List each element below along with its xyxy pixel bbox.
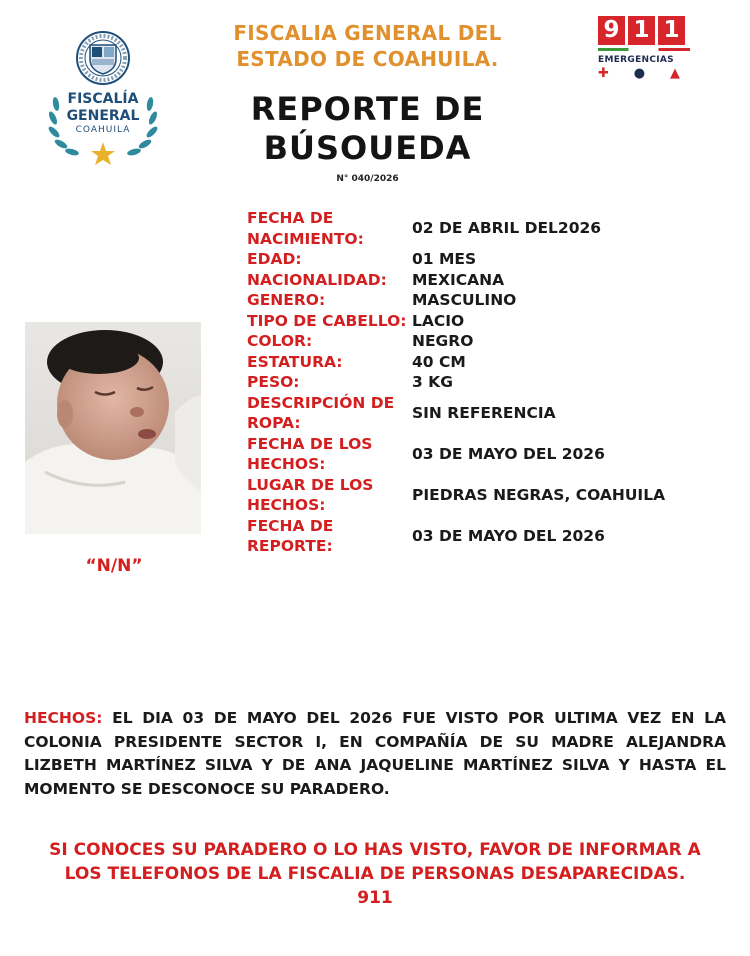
field-row bbox=[247, 311, 717, 332]
facts-label: HECHOS: bbox=[24, 709, 103, 727]
field-value: 02 DE ABRIL DEL2026 bbox=[412, 219, 602, 238]
field-value: 40 CM bbox=[412, 352, 466, 371]
page-title bbox=[200, 90, 535, 168]
agency-line-2: ESTADO DE COAHUILA. bbox=[236, 47, 499, 71]
field-row bbox=[247, 270, 717, 291]
field-label: LUGAR DE LOS HECHOS: bbox=[247, 475, 374, 514]
field-label: TIPO DE CABELLO: bbox=[247, 311, 407, 330]
field-value: MASCULINO bbox=[412, 291, 517, 309]
appeal-line-2: LOS TELEFONOS DE LA FISCALIA DE PERSONAS DESAPARECIDAS. bbox=[64, 864, 686, 884]
digit-1b: 1 bbox=[658, 16, 685, 45]
logo-line-3: COAHUILA bbox=[75, 125, 131, 135]
digit-9: 9 bbox=[598, 16, 625, 45]
emergency-label: EMERGENCIAS bbox=[598, 55, 674, 65]
field-label: FECHA DE NACIMIENTO: bbox=[247, 209, 364, 248]
field-value: SIN REFERENCIA bbox=[412, 403, 556, 422]
facts-paragraph bbox=[24, 707, 726, 801]
person-alias: “N/N” bbox=[85, 556, 143, 576]
title-line-1: REPORTE DE bbox=[250, 90, 485, 128]
agency-name bbox=[200, 20, 535, 72]
appeal-line-1: SI CONOCES SU PARADERO O LO HAS VISTO, FAVOR DE INFORMAR A bbox=[49, 840, 701, 860]
title-line-2: BÚSOUEDA bbox=[263, 129, 472, 167]
person-details bbox=[247, 208, 717, 557]
field-value: LACIO bbox=[412, 311, 465, 330]
field-row bbox=[247, 290, 717, 311]
field-row bbox=[247, 516, 717, 557]
flag-stripe bbox=[598, 48, 690, 51]
field-row bbox=[247, 393, 717, 434]
field-label: DESCRIPCIÓN DE ROPA: bbox=[247, 393, 395, 432]
field-label: EDAD: bbox=[247, 250, 302, 268]
logo-line-1: FISCALÍA bbox=[67, 91, 139, 107]
field-value: 03 DE MAYO DEL 2026 bbox=[412, 526, 605, 545]
field-row bbox=[247, 249, 717, 270]
field-row bbox=[247, 352, 717, 373]
field-value: NEGRO bbox=[412, 332, 474, 350]
logo-line-2: GENERAL bbox=[66, 108, 140, 124]
field-label: NACIONALIDAD: bbox=[247, 270, 387, 289]
field-row bbox=[247, 372, 717, 393]
baby-photo bbox=[25, 322, 201, 534]
field-row bbox=[247, 475, 717, 516]
public-appeal bbox=[20, 838, 730, 910]
medical-cross-icon: ✚ bbox=[598, 66, 609, 81]
field-value: MEXICANA bbox=[412, 270, 505, 289]
field-value: 3 KG bbox=[412, 373, 453, 391]
facts-text: EL DIA 03 DE MAYO DEL 2026 FUE VISTO POR ULTIMA VEZ EN LA COLONIA PRESIDENTE SECTOR I, EN COMPAÑÍA DE SU MADRE ALEJANDRA LIZBETH MARTÍNEZ SILVA Y DE ANA JAQUELINE MARTÍNEZ SILVA Y HASTA EL MOMENTO SE DESCONOCE SU PARADERO. bbox=[24, 709, 726, 798]
field-label: FECHA DE LOS HECHOS: bbox=[247, 434, 373, 473]
field-value: PIEDRAS NEGRAS, COAHUILA bbox=[412, 485, 666, 504]
agency-line-1: FISCALIA GENERAL DEL bbox=[233, 21, 502, 45]
field-value: 01 MES bbox=[412, 250, 477, 268]
field-value: 03 DE MAYO DEL 2026 bbox=[412, 444, 605, 463]
field-row bbox=[247, 434, 717, 475]
digit-1: 1 bbox=[628, 16, 655, 45]
field-label: COLOR: bbox=[247, 332, 313, 350]
appeal-line-3: 911 bbox=[357, 888, 393, 908]
field-label: ESTATURA: bbox=[247, 352, 343, 371]
emergency-911-logo bbox=[598, 16, 690, 88]
field-row bbox=[247, 331, 717, 352]
fiscalia-logo bbox=[44, 30, 162, 166]
field-label: GENERO: bbox=[247, 291, 326, 309]
field-label: PESO: bbox=[247, 373, 300, 391]
field-row bbox=[247, 208, 717, 249]
report-number: N° 040/2026 bbox=[336, 174, 399, 184]
police-cap-icon: ● bbox=[633, 66, 646, 81]
fire-icon: ▲ bbox=[670, 66, 680, 81]
field-label: FECHA DE REPORTE: bbox=[247, 516, 334, 555]
